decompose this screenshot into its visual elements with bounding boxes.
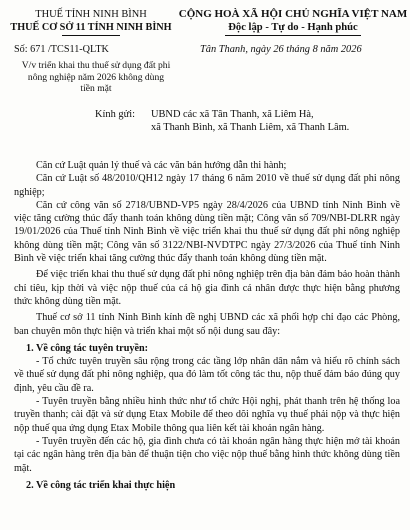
national-title: CỘNG HOÀ XÃ HỘI CHỦ NGHĨA VIỆT NAM (178, 8, 408, 20)
motto-underline (225, 35, 361, 36)
legal-basis-paragraph: Căn cứ Luật quản lý thuế và các văn bản hướng dẫn thi hành; (36, 160, 287, 171)
agency-underline (62, 35, 120, 36)
national-motto: Độc lập - Tự do - Hạnh phúc (228, 22, 358, 33)
recipients-label: Kính gửi: (95, 109, 135, 120)
recipient-line: xã Thanh Bình, xã Thanh Liêm, xã Thanh Lâm. (151, 122, 350, 134)
recipients-block (95, 108, 349, 134)
document-number: Số: 671 /TCS11-QLTK (14, 44, 109, 55)
legal-basis-paragraph: Căn cứ công văn số 2718/UBND-VP5 ngày 28/4/2026 của UBND tỉnh Ninh Bình về việc tăng cường thúc đẩy thanh toán không dùng tiền mặt; Công văn số 709/NBI-DLRR ngày 19/01/2026 của Thuế tỉnh Ninh Bình về việc triển khai thu thuế sử dụng đất phi nông nghiệp không dùng tiền mặt; Công văn số 3122/NBI-NVDTPC ngày 27/3/2026 của Thuế tỉnh Ninh Bình về việc triển khai tăng cường thúc đẩy thanh toán không dùng tiền mặt. (14, 199, 400, 265)
purpose-paragraph: Để việc triển khai thu thuế sử dụng đất phi nông nghiệp trên địa bàn đảm bảo hoàn thành chỉ tiêu, kịp thời và việc nộp thuế của cá hộ gia đình cá nhân được thực hiện bằng phương thức không dùng tiền mặt. (14, 269, 400, 307)
subject-line: V/v triển khai thu thuế sử dụng đất phi (21, 60, 171, 71)
parent-agency-name: THUẾ TỈNH NINH BÌNH (35, 9, 147, 20)
national-title-block (178, 8, 408, 36)
section-heading: 2. Về công tác triển khai thực hiện (26, 479, 176, 491)
issuing-agency-name: THUẾ CƠ SỞ 11 TỈNH NINH BÌNH (10, 22, 172, 33)
list-item: - Tổ chức tuyên truyền sâu rộng trong các tầng lớp nhân dân nắm và hiểu rõ chính sách về thuế sử dụng đất phi nông nghiệp, qua đó làm tốt công tác thu, nộp thuế đảm bảo đúng quy định, yêu cầu đề ra. (14, 356, 400, 394)
place-and-date: Tân Thanh, ngày 26 tháng 8 năm 2026 (200, 44, 362, 55)
list-item: - Tuyên truyền bằng nhiều hình thức như tổ chức Hội nghị, phát thanh trên hệ thống loa truyền thanh; cài đặt và sử dụng Etax Mobile để theo dõi nghĩa vụ thuế phải nộp và thực hiện nộp thuế qua ứng dụng Etax Mobile thông qua liên kết tài khoản ngân hàng. (14, 396, 400, 434)
subject-line: tiền mặt (80, 83, 112, 95)
section-heading: 1. Về công tác tuyên truyền: (26, 342, 149, 354)
request-paragraph: Thuế cơ sở 11 tỉnh Ninh Bình kính đề nghị UBND các xã phối hợp chỉ đạo các Phòng, ban chuyên môn thực hiện và triển khai một số nội dung sau đây: (14, 312, 400, 337)
subject-line: nông nghiệp năm 2026 không dùng (27, 71, 165, 83)
document-subject (14, 60, 178, 95)
list-item: - Tuyên truyền đến các hộ, gia đình chưa có tài khoản ngân hàng thực hiện mở tài khoản tại các ngân hàng trên địa bàn để thuận tiện cho việc nộp thuế bằng hình thức không dùng tiền mặt. (14, 435, 400, 474)
letter-body (14, 159, 400, 492)
legal-basis-paragraph: Căn cứ Luật số 48/2010/QH12 ngày 17 tháng 6 năm 2010 về thuế sử dụng đất phi nông nghiệp; (14, 173, 400, 198)
recipient-line: UBND các xã Tân Thanh, xã Liêm Hà, (151, 109, 314, 120)
issuing-agency-block (6, 8, 176, 36)
